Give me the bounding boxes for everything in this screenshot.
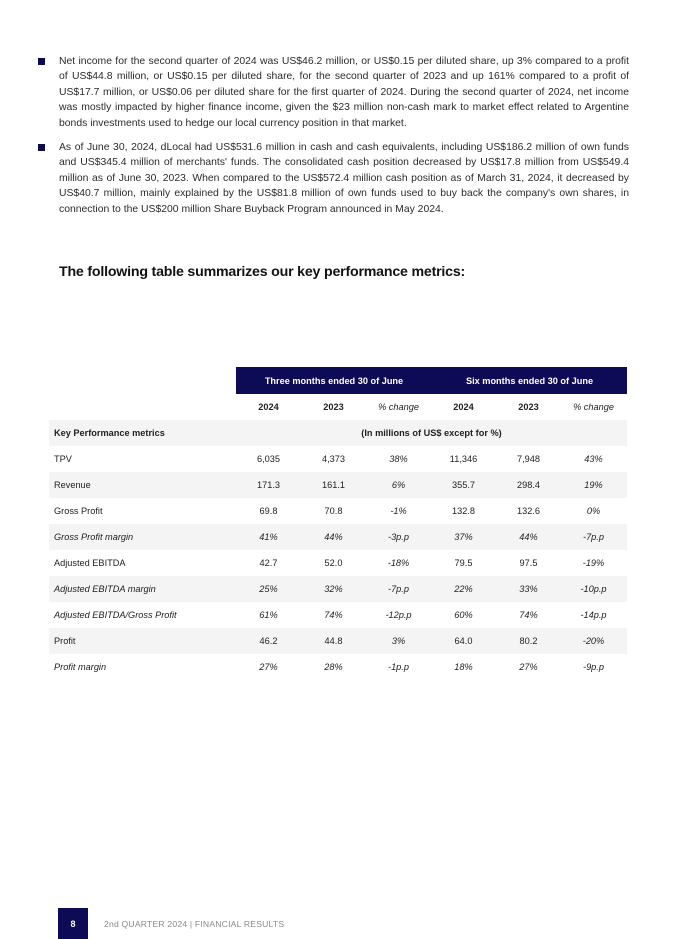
table-cell: 32% — [324, 584, 343, 594]
table-row — [49, 524, 627, 550]
table-cell: 74% — [519, 610, 538, 620]
table-cell: 18% — [454, 662, 473, 672]
row-label: Adjusted EBITDA — [54, 558, 126, 568]
table-cell: 74% — [324, 610, 343, 620]
table-cell: 171.3 — [257, 480, 280, 490]
bullet-text: Net income for the second quarter of 2024 was US$46.2 million, or US$0.15 per diluted share, up 3% compared to a profit of US$44.8 million, or US$0.15 per diluted share, for the second quarter of 2023 and up 161% compared to a profit of US$17.7 million, or US$0.06 per diluted share for the first quarter of 2024. During the second quarter of 2024, net income was mostly impacted by higher finance income, given the $23 million non-cash mark to market effect related to Argentine bonds investments used to hedge our local currency position in that market. — [59, 56, 629, 129]
bullet-list — [38, 54, 630, 226]
units-note: (In millions of US$ except for %) — [361, 428, 502, 438]
table-cell: 80.2 — [519, 636, 538, 646]
row-label: Gross Profit margin — [54, 532, 134, 542]
bullet-item — [38, 140, 630, 217]
table-cell: 61% — [259, 610, 278, 620]
row-label: Profit — [54, 636, 76, 646]
table-cell: 355.7 — [452, 480, 475, 490]
bullet-item — [38, 54, 630, 131]
table-cell: -19% — [582, 558, 605, 568]
row-label: Adjusted EBITDA margin — [54, 584, 156, 594]
table-cell: 52.0 — [324, 558, 343, 568]
table-cell: 6,035 — [257, 454, 280, 464]
table-cell: 79.5 — [454, 558, 473, 568]
table-cell: 25% — [259, 584, 278, 594]
bullet-marker — [38, 58, 45, 65]
row-label: Key Performance metrics — [54, 428, 165, 438]
table-cell: 60% — [454, 610, 473, 620]
table-cell: 70.8 — [324, 506, 343, 516]
table-cell: -1% — [390, 506, 407, 516]
column-header: 2024 — [258, 402, 279, 412]
table-cell: 298.4 — [517, 480, 540, 490]
table-cell: 3% — [391, 636, 406, 646]
table-column-header-row — [49, 394, 627, 420]
row-label: Gross Profit — [54, 506, 103, 516]
table-cell: -3p.p — [388, 532, 409, 542]
table-cell: -9p.p — [583, 662, 604, 672]
row-label: TPV — [54, 454, 72, 464]
table-cell: 43% — [584, 454, 603, 464]
table-cell: 33% — [519, 584, 538, 594]
bullet-marker — [38, 144, 45, 151]
footer-text: 2nd QUARTER 2024 | FINANCIAL RESULTS — [104, 918, 285, 929]
table-cell: 4,373 — [322, 454, 345, 464]
table-cell: 11,346 — [449, 454, 478, 464]
table-cell: 46.2 — [259, 636, 278, 646]
page-number: 8 — [58, 908, 88, 939]
row-label: Adjusted EBITDA/Gross Profit — [54, 610, 177, 620]
table-cell: 27% — [519, 662, 538, 672]
table-cell: -18% — [387, 558, 410, 568]
table-cell: -7p.p — [583, 532, 604, 542]
column-header: % change — [378, 402, 419, 412]
table-cell: 44.8 — [324, 636, 343, 646]
table-row — [49, 628, 627, 654]
bullet-text: As of June 30, 2024, dLocal had US$531.6 million in cash and cash equivalents, including US$186.2 million of own funds and US$345.4 million of merchants' funds. The consolidated cash position decreased by US$17.8 million from US$549.4 million as of June 30, 2023. When compared to the US$572.4 million cash position as of March 31, 2024, it decreased by US$40.7 million, mainly explained by the US$81.8 million of own funds used to buy back the company's own shares, in connection to the US$200 million Share Buyback Program announced in May 2024. — [59, 142, 629, 215]
table-cell: 161.1 — [322, 480, 345, 490]
table-cell: 37% — [454, 532, 473, 542]
row-label: Revenue — [54, 480, 91, 490]
table-cell: 41% — [259, 532, 278, 542]
table-cell: 69.8 — [259, 506, 278, 516]
group-header-three-months: Three months ended 30 of June — [236, 367, 432, 394]
column-header: % change — [573, 402, 614, 412]
table-row — [49, 446, 627, 472]
table-row — [49, 602, 627, 628]
column-header: 2023 — [323, 402, 344, 412]
page-footer — [58, 908, 284, 939]
table-cell: -7p.p — [388, 584, 409, 594]
table-cell: 97.5 — [519, 558, 538, 568]
table-cell: 132.6 — [517, 506, 540, 516]
row-label: Profit margin — [54, 662, 107, 672]
table-cell: -14p.p — [580, 610, 607, 620]
table-cell: -12p.p — [385, 610, 412, 620]
table-group-header-row — [49, 367, 627, 394]
table-cell: -20% — [582, 636, 605, 646]
table-row — [49, 550, 627, 576]
table-cell: 19% — [584, 480, 603, 490]
group-header-six-months: Six months ended 30 of June — [432, 367, 627, 394]
table-row — [49, 654, 627, 680]
kpi-table — [49, 367, 627, 680]
table-cell: 44% — [324, 532, 343, 542]
table-cell: -1p.p — [388, 662, 409, 672]
table-cell: 27% — [259, 662, 278, 672]
table-cell: 42.7 — [259, 558, 278, 568]
table-cell: -10p.p — [580, 584, 607, 594]
table-cell: 22% — [454, 584, 473, 594]
table-cell: 7,948 — [517, 454, 540, 464]
table-cell: 6% — [391, 480, 406, 490]
table-cell: 28% — [324, 662, 343, 672]
column-header: 2024 — [453, 402, 474, 412]
table-row — [49, 498, 627, 524]
table-row — [49, 472, 627, 498]
table-cell: 132.8 — [452, 506, 475, 516]
section-heading: The following table summarizes our key performance metrics: — [59, 264, 466, 280]
table-cell: 38% — [389, 454, 408, 464]
table-cell: 64.0 — [454, 636, 473, 646]
column-header: 2023 — [518, 402, 539, 412]
table-cell: 44% — [519, 532, 538, 542]
table-row — [49, 576, 627, 602]
table-cell: 0% — [586, 506, 601, 516]
table-units-row — [49, 420, 627, 446]
